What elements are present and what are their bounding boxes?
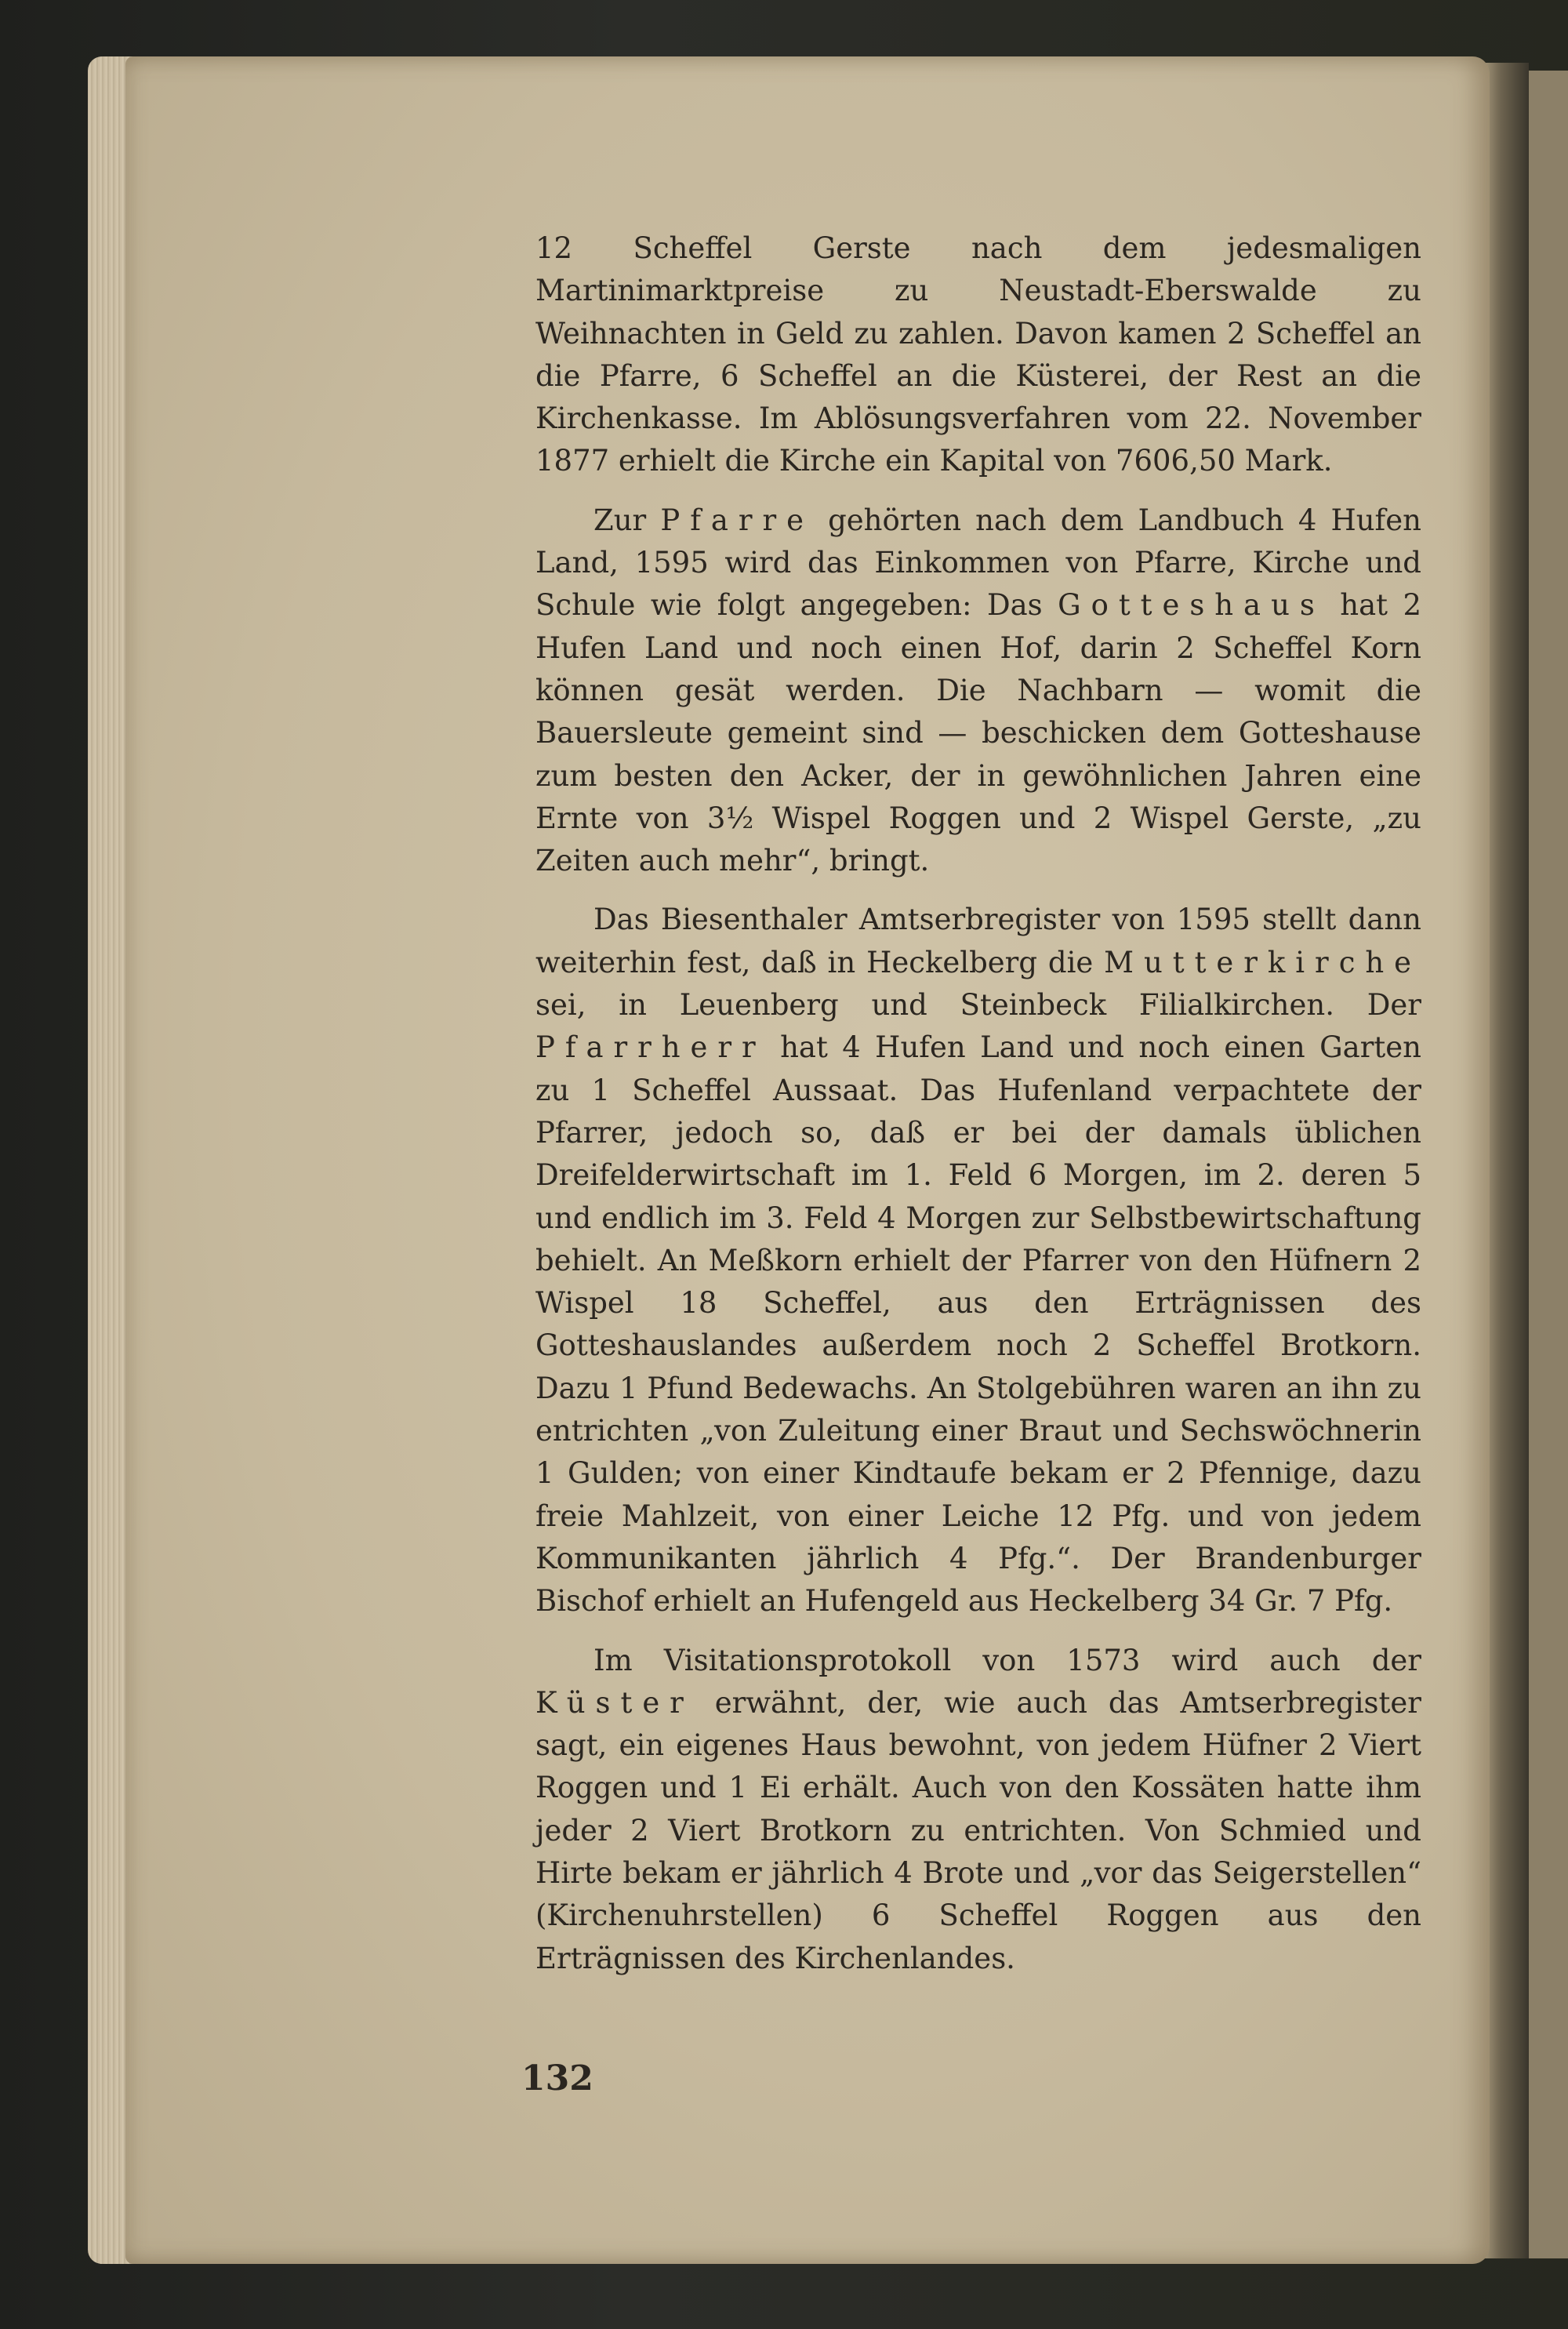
text-segment: erwähnt, der, wie auch das Amtserbregister sagt, ein eigenes Haus bewohnt, von jedem Hüfner 2 Viert Roggen und 1 Ei erhält. Auch von den Kossäten hatte ihm jeder 2 Viert Brotkorn zu entrichten. Von Schmied und Hirte bekam er jährlich 4 Brote und „vor das Seigerstellen“ (Kirchenuhrstellen) 6 Scheffel Roggen aus den Erträgnissen des Kirchenlandes. (535, 1685, 1421, 1975)
spaced-term: Küster (535, 1685, 694, 1720)
text-segment: hat 4 Hufen Land und noch einen Garten zu 1 Scheffel Aussaat. Das Hufenland verpachtete der Pfarrer, jedoch so, daß er bei der damals üblichen Dreifelderwirtschaft im 1. Feld 6 Morgen, im 2. deren 5 und endlich im 3. Feld 4 Morgen zur Selbstbewirtschaftung behielt. An Meßkorn erhielt der Pfarrer von den Hüfnern 2 Wispel 18 Scheffel, aus den Erträgnissen des Gotteshauslandes außerdem noch 2 Scheffel Brotkorn. Dazu 1 Pfund Bedewachs. An Stolgebühren waren an ihn zu entrichten „von Zuleitung einer Braut und Sechswöchnerin 1 Gulden; von einer Kindtaufe bekam er 2 Pfennige, dazu freie Mahlzeit, von einer Leiche 12 Pfg. und von jedem Kommunikanten jährlich 4 Pfg.“. Der Brandenburger Bischof erhielt an Hufengeld aus Heckelberg 34 Gr. 7 Pfg. (535, 1030, 1421, 1619)
paragraph-amtserbregister (535, 899, 1421, 1622)
paragraph-kuester (535, 1640, 1421, 1980)
spaced-term: Mutterkirche (1104, 945, 1421, 979)
text-segment: hat 2 Hufen Land und noch einen Hof, darin 2 Scheffel Korn können gesät werden. Die Nachbarn — womit die Bauersleute gemeint sind — beschicken dem Gotteshause zum besten den Acker, der in gewöhnlichen Jahren eine Ernte von 3½ Wispel Roggen und 2 Wispel Gerste, „zu Zeiten auch mehr“, bringt. (535, 588, 1421, 878)
text-segment: Das Biesenthaler Amtserbregister von 1595 stellt dann weiterhin fest, daß in Heckelberg die (535, 903, 1421, 979)
text-segment: sei, in Leuenberg und Steinbeck Filialkirchen. Der (535, 988, 1421, 1023)
text-segment: 12 Scheffel Gerste nach dem jedesmaligen Martinimarktpreise zu Neustadt-Eberswalde zu Weihnachten in Geld zu zahlen. Davon kamen 2 Scheffel an die Pfarre, 6 Scheffel an die Küsterei, der Rest an die Kirchenkasse. Im Ablösungsverfahren vom 22. November 1877 erhielt die Kirche ein Kapital von 7606,50 Mark. (535, 231, 1421, 478)
paragraph-pfarre (535, 500, 1421, 883)
page-body-text (535, 227, 1421, 1997)
text-segment: gehörten nach dem Landbuch 4 Hufen Land, 1595 wird das Einkommen von Pfarre, Kirche und Schule wie folgt angegeben: Das (535, 503, 1421, 623)
text-segment: Im Visitationsprotokoll von 1573 wird auch der (593, 1643, 1421, 1677)
paragraph-continuation (535, 227, 1421, 483)
spaced-term: Pfarrherr (535, 1030, 766, 1065)
spaced-term: Pfarre (660, 503, 814, 537)
spaced-term: Gotteshaus (1058, 588, 1325, 623)
page-number: 132 (521, 2058, 593, 2098)
text-segment: Zur (593, 503, 661, 537)
